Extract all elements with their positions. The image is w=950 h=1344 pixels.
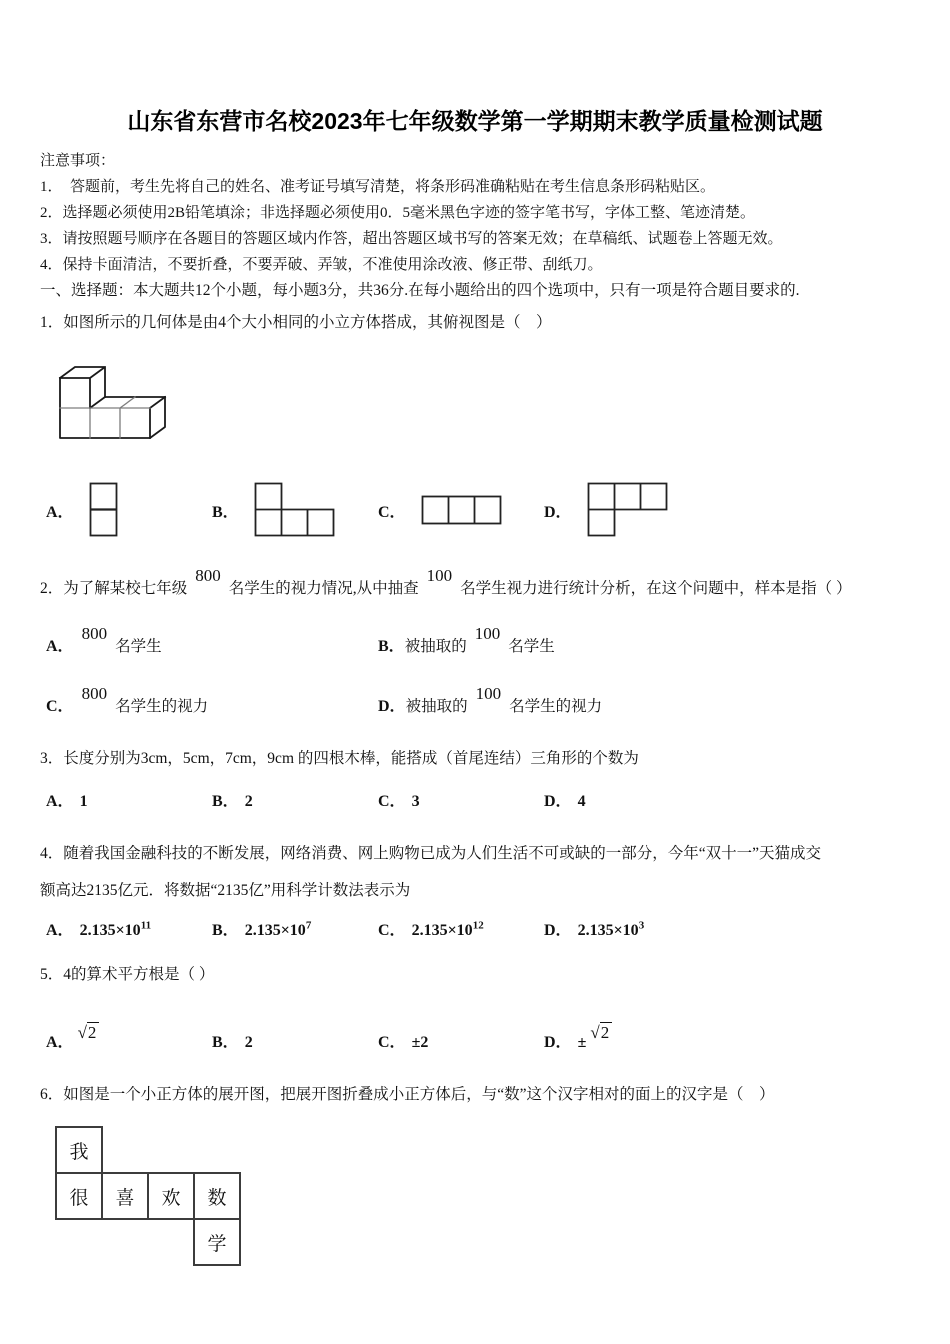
option-d-sqrt-2: [590, 1023, 612, 1043]
question-1-option-a: [46, 481, 212, 539]
question-2-text-part3: 名学生视力进行统计分析，在这个问题中，样本是指（ ）: [460, 580, 852, 597]
question-3-option-b: [212, 788, 378, 811]
question-4-option-a: [46, 917, 212, 940]
question-6-text: 6．如图是一个小正方体的展开图，把展开图折叠成小正方体后，与“数”这个汉字相对的面上的汉字是（ ）: [40, 1086, 775, 1103]
option-b-label: B．: [212, 922, 239, 939]
question-2-option-d: [378, 684, 710, 718]
question-5-option-c: [378, 1029, 544, 1052]
option-c-label: C．: [378, 793, 406, 810]
radicand: 2: [87, 1022, 100, 1042]
option-a-text: 名学生: [115, 638, 162, 655]
question-2-option-a: [46, 624, 378, 658]
option-d-label: D．: [544, 503, 572, 521]
option-a-label: A．: [46, 922, 74, 939]
option-b-label: B．: [212, 793, 239, 810]
option-a-value: 1: [79, 793, 88, 810]
question-2-option-c: [46, 684, 378, 718]
option-b-label: B．: [212, 503, 239, 521]
option-c-label: C．: [378, 1034, 406, 1051]
option-b-number: 100: [474, 624, 501, 643]
option-d-label: D．: [544, 922, 572, 939]
notice-item-1: 1． 答题前，考生先将自己的姓名、准考证号填写清楚，将条形码准确粘贴在考生信息条形码粘贴区。: [40, 179, 716, 195]
question-5-option-d: [544, 1023, 710, 1052]
net-cell-xi: 喜: [101, 1172, 149, 1220]
question-3-option-a: [46, 788, 212, 811]
option-c-label: C．: [46, 698, 74, 715]
question-1-figure-3d-cubes: [52, 352, 202, 447]
option-a-label: A．: [46, 1034, 74, 1051]
net-cell-xue: 学: [193, 1218, 241, 1266]
notice-item-2: 2．选择题必须使用2B铅笔填涂；非选择题必须使用0．5毫米黑色字迹的签字笔书写，字体工整、笔迹清楚。: [40, 205, 756, 221]
option-d-label: D．: [544, 793, 572, 810]
question-5-options: [40, 1008, 910, 1052]
question-4-option-c: [378, 917, 544, 940]
radicand: 2: [600, 1022, 613, 1042]
option-c-text: 名学生的视力: [115, 698, 209, 715]
option-d-number: 100: [475, 684, 502, 703]
question-5-option-a: [46, 1023, 212, 1052]
question-6-cube-net-figure: [55, 1126, 243, 1268]
question-1-text: 1．如图所示的几何体是由4个大小相同的小立方体搭成，其俯视图是（ ）: [40, 314, 552, 331]
question-5-option-b: [212, 1029, 378, 1052]
question-4-option-b: [212, 917, 378, 940]
question-3-option-d: [544, 788, 710, 811]
option-c-shape-row-3: [420, 494, 504, 526]
option-c-value: $2.135\times 10^{12}$: [411, 919, 484, 939]
question-4-option-d: [544, 917, 710, 940]
net-cell-hen: 很: [55, 1172, 103, 1220]
question-1-option-d: [544, 481, 710, 539]
question-1-option-b: [212, 481, 378, 539]
option-c-value: ±2: [411, 1034, 429, 1051]
question-3-option-c: [378, 788, 544, 811]
question-2-number-100: 100: [426, 566, 453, 585]
option-b-value: 2: [244, 793, 253, 810]
question-1-option-c: [378, 494, 544, 526]
page-title: 山东省东营市名校2023年七年级数学第一学期期末教学质量检测试题: [127, 108, 823, 134]
section-1-heading: 一、选择题：本大题共12个小题，每小题3分，共36分.在每小题给出的四个选项中，只有一项是符合题目要求的.: [40, 282, 800, 299]
option-a-label: A．: [46, 638, 74, 655]
notice-item-3: 3．请按照题号顺序在各题目的答题区域内作答，超出答题区域书写的答案无效；在草稿纸、试题卷上答题无效。: [40, 231, 783, 247]
question-2-text-part2: 名学生的视力情况,从中抽查: [228, 580, 419, 597]
question-4-options: [40, 917, 910, 940]
question-4-text: [40, 835, 910, 909]
question-1-options: [40, 481, 910, 539]
radical-sign: √: [590, 1023, 600, 1042]
option-b-label: B．: [212, 1034, 239, 1051]
option-a-exponent: 11: [140, 919, 152, 932]
option-a-number: 800: [81, 624, 108, 643]
option-c-number: 800: [81, 684, 108, 703]
option-b-value: $2.135\times 10^7$: [244, 919, 312, 939]
net-cell-huan: 欢: [147, 1172, 195, 1220]
plus-minus-sign: ±: [577, 1034, 587, 1051]
notice-heading: 注意事项：: [40, 153, 116, 169]
question-4-line-2: 额高达2135亿元．将数据“2135亿”用科学计数法表示为: [40, 882, 411, 899]
option-d-exponent: 3: [638, 919, 645, 932]
question-3-options: [40, 788, 910, 811]
option-c-label: C．: [378, 922, 406, 939]
question-2-text-part1: 2．为了解某校七年级: [40, 580, 188, 597]
radical-sign: √: [77, 1023, 87, 1042]
question-2-number-800: 800: [195, 566, 221, 585]
question-2-options-row-2: [46, 686, 910, 718]
option-d-shape-row3-bottom-left: [586, 481, 670, 539]
option-d-text: 名学生的视力: [509, 698, 603, 715]
option-b-label: B．: [378, 638, 405, 655]
question-5-text: 5．4的算术平方根是（ ）: [40, 966, 215, 983]
option-b-value: 2: [244, 1034, 253, 1051]
option-a-label: A．: [46, 793, 74, 810]
option-d-value: $2.135\times 10^3$: [577, 919, 645, 939]
option-d-value: 4: [577, 793, 586, 810]
option-a-sqrt-2: [78, 1023, 100, 1043]
option-c-exponent: 12: [472, 919, 484, 932]
notice-block: [40, 148, 910, 278]
option-d-label: D．: [544, 1034, 572, 1051]
question-3-text: 3．长度分别为3cm，5cm，7cm，9cm 的四根木棒，能搭成（首尾连结）三角形的个数为: [40, 750, 639, 767]
option-d-prefix: 被抽取的: [405, 698, 468, 715]
option-b-text: 名学生: [508, 638, 555, 655]
option-a-shape-vertical-2: [88, 481, 119, 539]
option-c-value: 3: [411, 793, 420, 810]
option-b-exponent: 7: [305, 919, 312, 932]
net-cell-wo: 我: [55, 1126, 103, 1174]
option-d-label: D．: [378, 698, 406, 715]
question-2-option-b: [378, 624, 710, 658]
net-cell-shu: 数: [193, 1172, 241, 1220]
question-2-options-row-1: [46, 626, 910, 658]
question-4-line-1: 4．随着我国金融科技的不断发展，网络消费、网上购物已成为人们生活不可或缺的一部分，今年“双十一”天猫成交: [40, 845, 822, 862]
question-2-text: [40, 566, 910, 604]
option-c-label: C．: [378, 503, 406, 521]
option-b-prefix: 被抽取的: [404, 638, 467, 655]
notice-item-4: 4．保持卡面清洁，不要折叠，不要弄破、弄皱，不准使用涂改液、修正带、刮纸刀。: [40, 257, 603, 273]
option-a-label: A．: [46, 503, 74, 521]
question-2-options: [40, 626, 910, 718]
option-b-shape-l-tetromino: [253, 481, 337, 539]
option-a-value: $2.135\times 10^{11}$: [79, 919, 152, 939]
